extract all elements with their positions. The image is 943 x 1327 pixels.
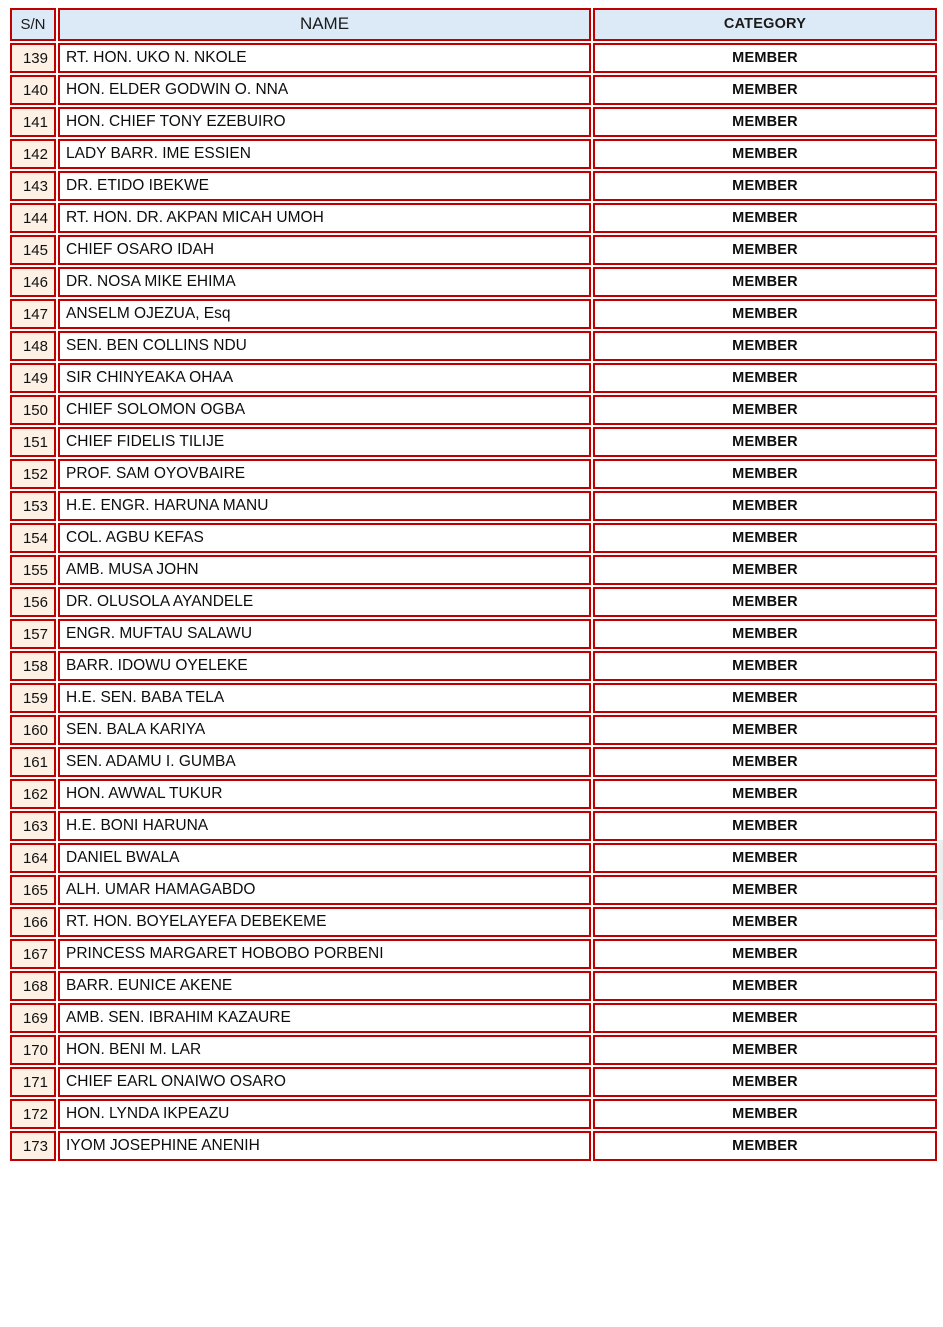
table-row xyxy=(10,299,937,329)
table-row xyxy=(10,395,937,425)
cell-sn: 172 xyxy=(10,1099,56,1129)
cell-category: MEMBER xyxy=(593,1131,937,1161)
table-row xyxy=(10,651,937,681)
table-row xyxy=(10,235,937,265)
table-row xyxy=(10,267,937,297)
cell-name: BARR. IDOWU OYELEKE xyxy=(58,651,591,681)
table-row xyxy=(10,139,937,169)
cell-sn: 171 xyxy=(10,1067,56,1097)
table-row xyxy=(10,1035,937,1065)
table-header xyxy=(10,8,937,41)
cell-name: RT. HON. DR. AKPAN MICAH UMOH xyxy=(58,203,591,233)
cell-sn: 153 xyxy=(10,491,56,521)
cell-category: MEMBER xyxy=(593,715,937,745)
roster-table xyxy=(8,6,939,1163)
cell-name: HON. ELDER GODWIN O. NNA xyxy=(58,75,591,105)
cell-category: MEMBER xyxy=(593,1067,937,1097)
cell-sn: 157 xyxy=(10,619,56,649)
cell-name: HON. BENI M. LAR xyxy=(58,1035,591,1065)
column-header-sn: S/N xyxy=(10,8,56,41)
cell-category: MEMBER xyxy=(593,907,937,937)
cell-name: HON. AWWAL TUKUR xyxy=(58,779,591,809)
cell-name: CHIEF EARL ONAIWO OSARO xyxy=(58,1067,591,1097)
cell-category: MEMBER xyxy=(593,459,937,489)
cell-name: RT. HON. UKO N. NKOLE xyxy=(58,43,591,73)
cell-category: MEMBER xyxy=(593,75,937,105)
cell-sn: 165 xyxy=(10,875,56,905)
cell-category: MEMBER xyxy=(593,619,937,649)
cell-name: HON. LYNDA IKPEAZU xyxy=(58,1099,591,1129)
table-row xyxy=(10,939,937,969)
cell-name: RT. HON. BOYELAYEFA DEBEKEME xyxy=(58,907,591,937)
cell-name: SEN. ADAMU I. GUMBA xyxy=(58,747,591,777)
table-row xyxy=(10,363,937,393)
cell-name: H.E. BONI HARUNA xyxy=(58,811,591,841)
cell-sn: 161 xyxy=(10,747,56,777)
cell-sn: 145 xyxy=(10,235,56,265)
table-row xyxy=(10,331,937,361)
cell-sn: 156 xyxy=(10,587,56,617)
cell-category: MEMBER xyxy=(593,779,937,809)
cell-sn: 173 xyxy=(10,1131,56,1161)
column-header-name: NAME xyxy=(58,8,591,41)
cell-name: SIR CHINYEAKA OHAA xyxy=(58,363,591,393)
cell-category: MEMBER xyxy=(593,203,937,233)
table-row xyxy=(10,171,937,201)
cell-category: MEMBER xyxy=(593,1035,937,1065)
table-row xyxy=(10,1131,937,1161)
cell-category: MEMBER xyxy=(593,331,937,361)
cell-category: MEMBER xyxy=(593,971,937,1001)
table-row xyxy=(10,587,937,617)
cell-category: MEMBER xyxy=(593,427,937,457)
cell-category: MEMBER xyxy=(593,1003,937,1033)
cell-name: SEN. BALA KARIYA xyxy=(58,715,591,745)
table-row xyxy=(10,107,937,137)
cell-name: DR. NOSA MIKE EHIMA xyxy=(58,267,591,297)
table-row xyxy=(10,683,937,713)
cell-sn: 170 xyxy=(10,1035,56,1065)
cell-category: MEMBER xyxy=(593,939,937,969)
cell-category: MEMBER xyxy=(593,395,937,425)
cell-category: MEMBER xyxy=(593,587,937,617)
cell-sn: 160 xyxy=(10,715,56,745)
cell-name: H.E. ENGR. HARUNA MANU xyxy=(58,491,591,521)
cell-name: H.E. SEN. BABA TELA xyxy=(58,683,591,713)
table-row xyxy=(10,1099,937,1129)
table-row xyxy=(10,1067,937,1097)
cell-sn: 164 xyxy=(10,843,56,873)
cell-category: MEMBER xyxy=(593,363,937,393)
table-row xyxy=(10,203,937,233)
cell-sn: 166 xyxy=(10,907,56,937)
cell-category: MEMBER xyxy=(593,139,937,169)
cell-category: MEMBER xyxy=(593,107,937,137)
cell-category: MEMBER xyxy=(593,811,937,841)
cell-name: SEN. BEN COLLINS NDU xyxy=(58,331,591,361)
cell-name: IYOM JOSEPHINE ANENIH xyxy=(58,1131,591,1161)
table-row xyxy=(10,715,937,745)
cell-sn: 158 xyxy=(10,651,56,681)
cell-sn: 142 xyxy=(10,139,56,169)
cell-name: LADY BARR. IME ESSIEN xyxy=(58,139,591,169)
cell-sn: 154 xyxy=(10,523,56,553)
cell-category: MEMBER xyxy=(593,875,937,905)
cell-name: PRINCESS MARGARET HOBOBO PORBENI xyxy=(58,939,591,969)
cell-sn: 169 xyxy=(10,1003,56,1033)
cell-sn: 159 xyxy=(10,683,56,713)
cell-sn: 141 xyxy=(10,107,56,137)
cell-name: HON. CHIEF TONY EZEBUIRO xyxy=(58,107,591,137)
cell-sn: 143 xyxy=(10,171,56,201)
cell-name: ENGR. MUFTAU SALAWU xyxy=(58,619,591,649)
table-row xyxy=(10,75,937,105)
cell-name: CHIEF FIDELIS TILIJE xyxy=(58,427,591,457)
cell-sn: 163 xyxy=(10,811,56,841)
cell-category: MEMBER xyxy=(593,747,937,777)
cell-sn: 149 xyxy=(10,363,56,393)
cell-category: MEMBER xyxy=(593,843,937,873)
page-edge-artifact xyxy=(933,840,943,920)
table-row xyxy=(10,555,937,585)
table-row xyxy=(10,523,937,553)
table-row xyxy=(10,459,937,489)
table-row xyxy=(10,811,937,841)
cell-sn: 155 xyxy=(10,555,56,585)
cell-name: DR. OLUSOLA AYANDELE xyxy=(58,587,591,617)
table-row xyxy=(10,971,937,1001)
cell-sn: 148 xyxy=(10,331,56,361)
cell-name: PROF. SAM OYOVBAIRE xyxy=(58,459,591,489)
cell-sn: 146 xyxy=(10,267,56,297)
table-row xyxy=(10,491,937,521)
cell-category: MEMBER xyxy=(593,267,937,297)
cell-category: MEMBER xyxy=(593,523,937,553)
cell-sn: 147 xyxy=(10,299,56,329)
cell-category: MEMBER xyxy=(593,299,937,329)
cell-name: COL. AGBU KEFAS xyxy=(58,523,591,553)
table-row xyxy=(10,619,937,649)
cell-name: ALH. UMAR HAMAGABDO xyxy=(58,875,591,905)
cell-category: MEMBER xyxy=(593,235,937,265)
cell-sn: 150 xyxy=(10,395,56,425)
table-row xyxy=(10,907,937,937)
table-body xyxy=(10,43,937,1161)
cell-name: BARR. EUNICE AKENE xyxy=(58,971,591,1001)
cell-sn: 139 xyxy=(10,43,56,73)
table-row xyxy=(10,1003,937,1033)
cell-category: MEMBER xyxy=(593,171,937,201)
table-row xyxy=(10,747,937,777)
cell-category: MEMBER xyxy=(593,491,937,521)
cell-name: DR. ETIDO IBEKWE xyxy=(58,171,591,201)
cell-category: MEMBER xyxy=(593,43,937,73)
cell-sn: 152 xyxy=(10,459,56,489)
cell-sn: 151 xyxy=(10,427,56,457)
cell-category: MEMBER xyxy=(593,1099,937,1129)
cell-category: MEMBER xyxy=(593,651,937,681)
cell-sn: 168 xyxy=(10,971,56,1001)
cell-name: CHIEF OSARO IDAH xyxy=(58,235,591,265)
cell-sn: 162 xyxy=(10,779,56,809)
table-row xyxy=(10,843,937,873)
table-row xyxy=(10,427,937,457)
cell-category: MEMBER xyxy=(593,555,937,585)
table-row xyxy=(10,779,937,809)
cell-category: MEMBER xyxy=(593,683,937,713)
table-row xyxy=(10,875,937,905)
cell-sn: 144 xyxy=(10,203,56,233)
cell-name: DANIEL BWALA xyxy=(58,843,591,873)
cell-sn: 167 xyxy=(10,939,56,969)
cell-name: AMB. SEN. IBRAHIM KAZAURE xyxy=(58,1003,591,1033)
cell-name: CHIEF SOLOMON OGBA xyxy=(58,395,591,425)
column-header-category: CATEGORY xyxy=(593,8,937,41)
header-row xyxy=(10,8,937,41)
cell-name: AMB. MUSA JOHN xyxy=(58,555,591,585)
cell-sn: 140 xyxy=(10,75,56,105)
cell-name: ANSELM OJEZUA, Esq xyxy=(58,299,591,329)
table-row xyxy=(10,43,937,73)
